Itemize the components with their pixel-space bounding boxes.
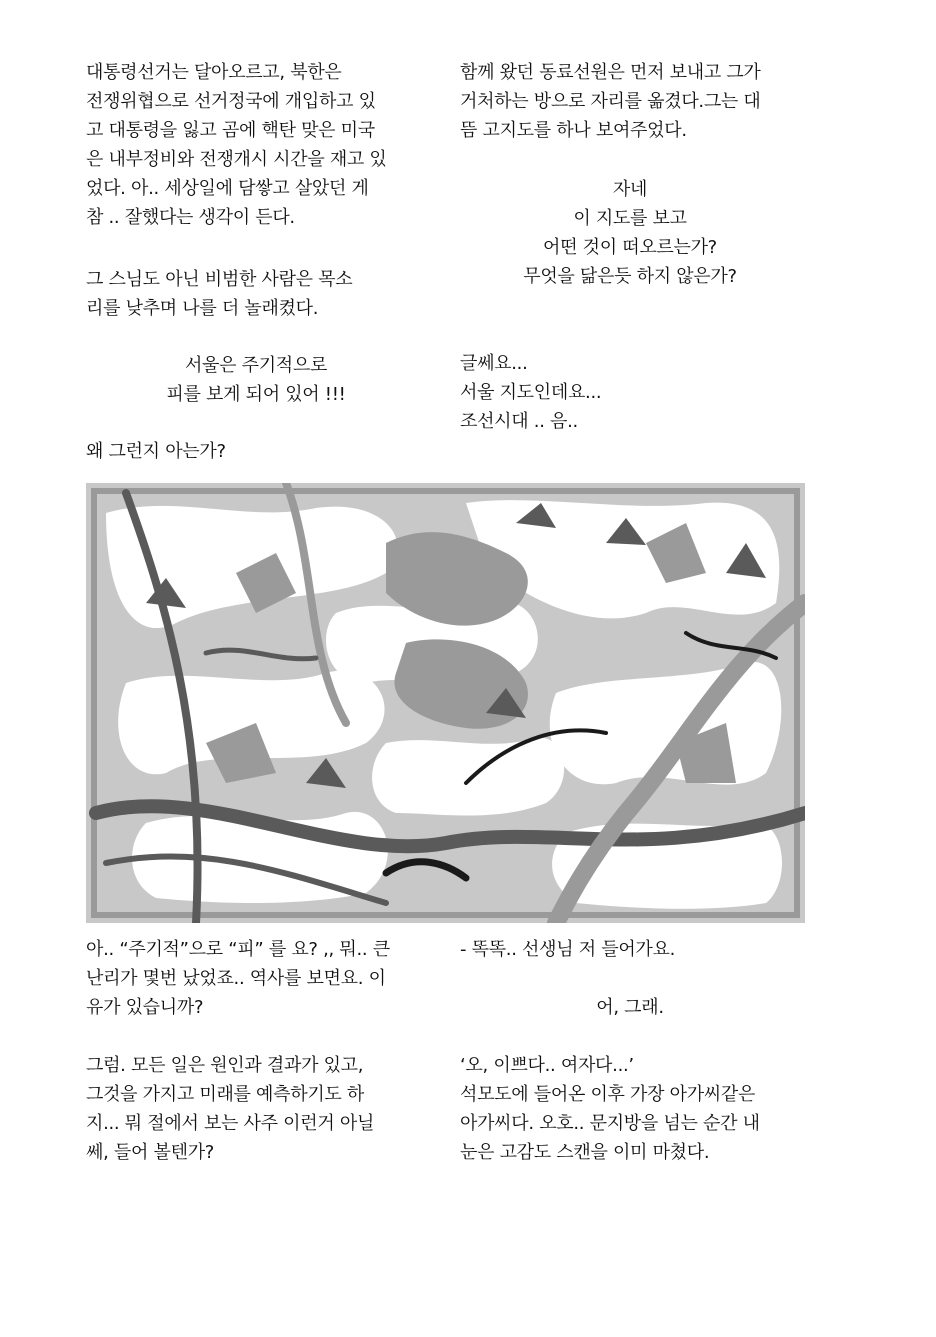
right-centered-quote: 자네 이 지도를 보고 어떤 것이 떠오르는가? 무엇을 닮은듯 하지 않은가? [523,179,737,287]
knock-line: - 똑똑.. 선생님 저 들어가요. [460,939,676,960]
left-paragraph-2: 그 스님도 아닌 비범한 사람은 목소 리를 낮추며 나를 더 놀래켰다. [86,269,353,319]
right-reply: 글쎄요... 서울 지도인데요... 조선시대 .. 음.. [460,353,602,432]
left-question: 왜 그런지 아는가? [86,441,226,462]
bottom-left-paragraph-2: 그럼. 모든 일은 원인과 결과가 있고, 그것을 가지고 미래를 예측하기도 하 지... 뭐 절에서 보는 사주 이런거 아닐 쎄, 들어 볼텐가? [86,1055,375,1163]
bottom-right-paragraph-1: ‘오, 이쁘다.. 여자다...’ 석모도에 들어온 이후 가장 아가씨같은 아가씨다. 오호.. 문지방을 넘는 순간 내 눈은 고감도 스캔을 이미 마쳤다. [460,1055,760,1163]
left-paragraph-1: 대통령선거는 달아오르고, 북한은 전쟁위협으로 선거정국에 개입하고 있 고 대통령을 잃고 곰에 핵탄 맞은 미국 은 내부정비와 전쟁개시 시간을 재고 있 었다. 아.. 세상일에 담쌓고 살았던 게 참 .. 잘했다는 생각이 든다. [86,62,387,228]
left-centered-quote: 서울은 주기적으로 피를 보게 되어 있어 !!! [166,355,346,405]
right-paragraph-1: 함께 왔던 동료선원은 먼저 보내고 그가 거처하는 방으로 자리를 옮겼다.그는 대 뜸 고지도를 하나 보여주었다. [460,62,761,141]
old-map-illustration [86,483,805,923]
bottom-left-paragraph-1: 아.. “주기적”으로 “피” 를 요? ,, 뭐.. 큰 난리가 몇번 났었죠.. 역사를 보면요. 이 유가 있습니까? [86,939,390,1018]
answer-line: 어, 그래. [596,997,664,1018]
